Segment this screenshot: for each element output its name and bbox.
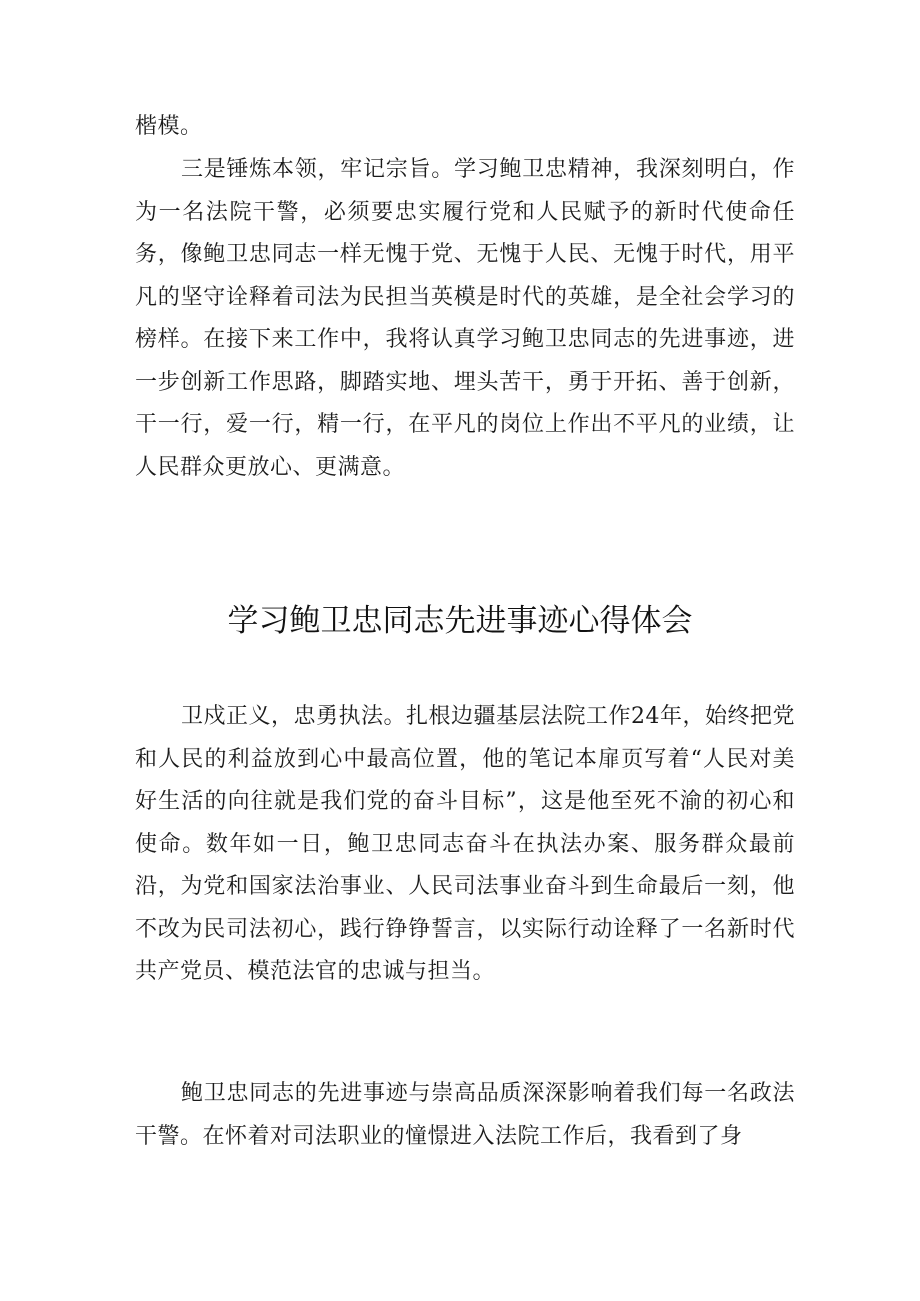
paragraph-influence: 鲍卫忠同志的先进事迹与崇高品质深深影响着我们每一名政法干警。在怀着对司法职业的憧憬进入法院工作后，我看到了身	[135, 1081, 795, 1149]
paragraph-third-point: 三是锤炼本领，牢记宗旨。学习鲍卫忠精神，我深刻明白，作为一名法院干警，必须要忠实履行党和人民赋予的新时代使命任务，像鲍卫忠同志一样无愧于党、无愧于人民、无愧于时代，用平凡的坚守诠释着司法为民担当英模是时代的英雄，是全社会学习的榜样。在接下来工作中，我将认真学习鲍卫忠同志的先进事迹，进一步创新工作思路，脚踏实地、埋头苦干，勇于开拓、善于创新，干一行，爱一行，精一行，在平凡的岗位上作出不平凡的业绩，让人民群众更放心、更满意。	[135, 157, 795, 480]
page-title: 学习鲍卫忠同志先进事迹心得体会	[227, 603, 693, 639]
paragraph-defend-justice: 卫戍正义，忠勇执法。扎根边疆基层法院工作24年，始终把党和人民的利益放到心中最高位置，他的笔记本扉页写着“人民对美好生活的向往就是我们党的奋斗目标”，这是他至死不渝的初心和使命。数年如一日，鲍卫忠同志奋斗在执法办案、服务群众最前沿，为党和国家法治事业、人民司法事业奋斗到生命最后一刻，他不改为民司法初心，践行铮铮誓言，以实际行动诠释了一名新时代共产党员、模范法官的忠诚与担当。	[135, 704, 795, 984]
paragraph-continuation: 楷模。	[135, 114, 203, 139]
